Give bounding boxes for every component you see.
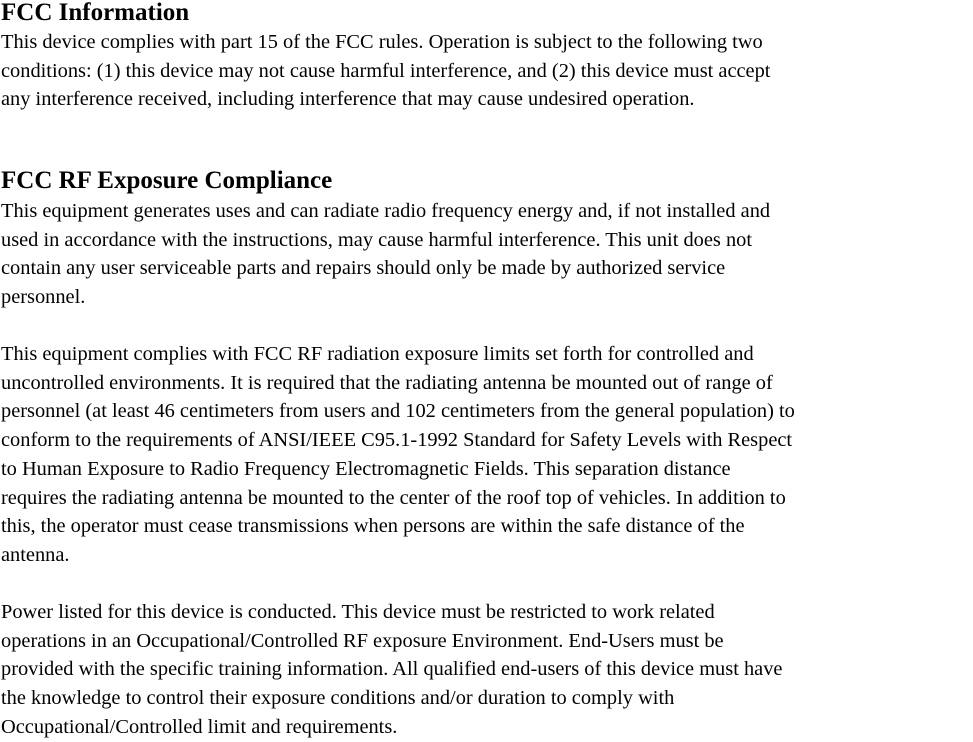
text-line: Occupational/Controlled limit and requirements. [1,715,398,738]
text-line: used in accordance with the instructions, may cause harmful interference. This unit does not [1,228,753,251]
text-line: This equipment complies with FCC RF radiation exposure limits set forth for controlled and [1,343,754,365]
rf-exposure-paragraph-1 [1,197,770,312]
text-line: Power listed for this device is conducted. This device must be restricted to work related [1,601,715,623]
fcc-information-heading: FCC Information [1,0,190,26]
text-line: This device complies with part 15 of the FCC rules. Operation is subject to the following two [1,31,763,53]
text-line: to Human Exposure to Radio Frequency Electromagnetic Fields. This separation distance [1,457,731,480]
text-line: this, the operator must cease transmissions when persons are within the safe distance of the [1,515,745,538]
text-line: any interference received, including interference that may cause undesired operation. [1,88,695,111]
rf-exposure-paragraph-2 [1,340,795,570]
text-line: antenna. [1,543,70,566]
text-line: uncontrolled environments. It is required that the radiating antenna be mounted out of range of [1,371,773,394]
text-line: contain any user serviceable parts and repairs should only be made by authorized service [1,257,726,280]
text-line: requires the radiating antenna be mounted to the center of the roof top of vehicles. In addition to [1,486,786,509]
text-line: personnel. [1,286,86,309]
rf-exposure-heading: FCC RF Exposure Compliance [1,167,333,194]
rf-exposure-paragraph-3 [1,598,782,742]
text-line: conform to the requirements of ANSI/IEEE C95.1-1992 Standard for Safety Levels with Respect [1,429,793,452]
text-line: provided with the specific training information. All qualified end-users of this device must have [1,658,783,681]
text-line: personnel (at least 46 centimeters from users and 102 centimeters from the general population) to [1,400,795,423]
text-line: conditions: (1) this device may not cause harmful interference, and (2) this device must accept [1,59,771,82]
text-line: This equipment generates uses and can radiate radio frequency energy and, if not installed and [1,200,771,222]
fcc-information-paragraph [1,28,770,114]
text-line: operations in an Occupational/Controlled RF exposure Environment. End-Users must be [1,629,724,652]
text-line: the knowledge to control their exposure conditions and/or duration to comply with [1,687,675,710]
